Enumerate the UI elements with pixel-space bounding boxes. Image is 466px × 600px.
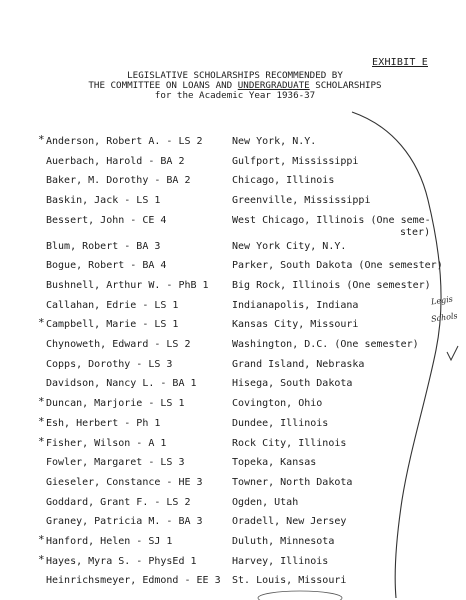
- student-name: Heinrichsmeyer, Edmond - EE 3: [46, 575, 221, 587]
- student-name: Fisher, Wilson - A 1: [46, 437, 167, 449]
- hometown-continuation: ster): [400, 226, 431, 238]
- hometown: Greenville, Mississippi: [232, 195, 371, 207]
- student-name: Goddard, Grant F. - LS 2: [46, 496, 191, 508]
- hometown: Chicago, Illinois: [232, 175, 335, 187]
- student-name: Chynoweth, Edward - LS 2: [46, 339, 191, 350]
- hometown: Hisega, South Dakota: [232, 378, 353, 390]
- hometown: Covington, Ohio: [232, 398, 323, 410]
- student-name: Graney, Patricia M. - BA 3: [46, 516, 203, 528]
- hometown: Rock City, Illinois: [232, 437, 347, 449]
- heading-line-1: LEGISLATIVE SCHOLARSHIPS RECOMMENDED BY: [127, 70, 343, 81]
- heading-line-2: THE COMMITTEE ON LOANS AND UNDERGRADUATE SCHOLARSHIPS: [88, 80, 382, 91]
- hometown: Duluth, Minnesota: [232, 536, 335, 547]
- student-name: Bessert, John - CE 4: [46, 214, 167, 226]
- hometown: Gulfport, Mississippi: [232, 155, 359, 167]
- hometown: Kansas City, Missouri: [232, 319, 359, 331]
- margin-note-line-2: Schols: [430, 311, 459, 324]
- student-name: Auerbach, Harold - BA 2: [46, 155, 185, 167]
- hometown: Indianapolis, Indiana: [232, 299, 359, 311]
- student-name: Campbell, Marie - LS 1: [46, 319, 179, 331]
- hometown: New York, N.Y.: [232, 136, 317, 147]
- page-number-circle: [258, 591, 342, 600]
- hometown: Big Rock, Illinois (One semester): [232, 279, 431, 291]
- margin-note-line-1: Legis: [430, 294, 454, 307]
- hometown: Parker, South Dakota (One semester): [232, 260, 443, 272]
- student-name: Esh, Herbert - Ph 1: [46, 417, 161, 429]
- asterisk-mark: *: [38, 395, 45, 409]
- student-name: Gieseler, Constance - HE 3: [46, 476, 203, 488]
- asterisk-mark: *: [38, 434, 45, 448]
- hometown: Washington, D.C. (One semester): [232, 339, 419, 350]
- hometown: Oradell, New Jersey: [232, 516, 347, 528]
- heading-underlined-word: UNDERGRADUATE: [237, 80, 310, 91]
- hometown: West Chicago, Illinois (One seme-: [232, 214, 431, 226]
- student-name: Baskin, Jack - LS 1: [46, 195, 161, 207]
- hometown: Harvey, Illinois: [232, 555, 329, 567]
- student-name: Callahan, Edrie - LS 1: [46, 299, 179, 311]
- check-mark-icon: [447, 346, 458, 360]
- exhibit-label: EXHIBIT E: [372, 57, 428, 68]
- student-name: Blum, Robert - BA 3: [46, 240, 161, 252]
- student-name: Duncan, Marjorie - LS 1: [46, 398, 185, 410]
- hometown: Towner, North Dakota: [232, 476, 353, 488]
- asterisk-mark: *: [38, 552, 45, 566]
- student-name: Anderson, Robert A. - LS 2: [46, 136, 203, 147]
- asterisk-mark: *: [38, 533, 45, 546]
- student-name: Hanford, Helen - SJ 1: [46, 536, 173, 547]
- student-name: Copps, Dorothy - LS 3: [46, 358, 173, 370]
- hometown: Ogden, Utah: [232, 496, 299, 508]
- hometown: Topeka, Kansas: [232, 457, 317, 469]
- hometown: Dundee, Illinois: [232, 417, 329, 429]
- student-name: Davidson, Nancy L. - BA 1: [46, 378, 197, 390]
- student-name: Fowler, Margaret - LS 3: [46, 457, 185, 469]
- hometown: Grand Island, Nebraska: [232, 358, 365, 370]
- hometown: St. Louis, Missouri: [232, 575, 347, 587]
- asterisk-mark: *: [38, 414, 45, 428]
- student-name: Bushnell, Arthur W. - PhB 1: [46, 279, 209, 291]
- student-name: Bogue, Robert - BA 4: [46, 260, 167, 272]
- asterisk-mark: *: [38, 316, 45, 330]
- hometown: New York City, N.Y.: [232, 240, 347, 252]
- heading-line-3: for the Academic Year 1936-37: [154, 90, 316, 101]
- student-name: Hayes, Myra S. - PhysEd 1: [46, 555, 197, 567]
- asterisk-mark: *: [38, 133, 45, 146]
- student-name: Baker, M. Dorothy - BA 2: [46, 175, 191, 187]
